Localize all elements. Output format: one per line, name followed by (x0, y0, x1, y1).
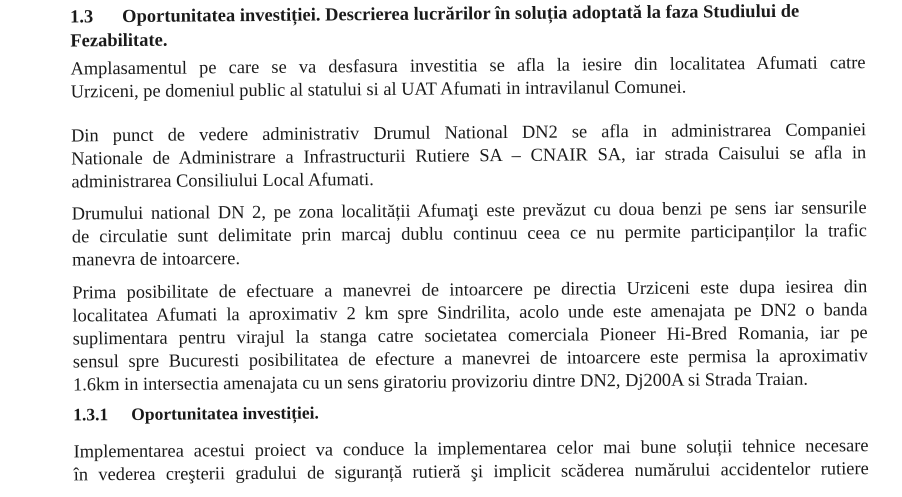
paragraph-location (70, 51, 865, 103)
section-title-line-2: Fezabilitate. (70, 30, 168, 52)
paragraph-opportunity (73, 434, 868, 486)
paragraph-line: administrarea Consiliului Local Afumati. (71, 169, 374, 192)
paragraph-line: de circulatie sunt delimitate prin marcaj dublu continuu ceea ce nu permite participanților la trafic (71, 220, 867, 247)
paragraph-line: Urziceni, pe domeniul public al statului si al UAT Afumati in intravilanul Comunei. (70, 76, 687, 102)
section-number: 1.3 (70, 7, 94, 28)
paragraph-line: suplimentara pentru virajul la stanga catre societatea comerciala Pioneer Hi-Bred Romania, iar pe (72, 322, 868, 349)
section-title-line-1: Oportunitatea investiției. Descrierea lucrărilor în soluția adoptată la faza Studiului de (122, 1, 800, 28)
paragraph-line: Drumului national DN 2, pe zona localității Afumaţi este prevăzut cu doua benzi pe sens iar sensurile (71, 197, 867, 224)
subsection-heading (73, 402, 319, 426)
paragraph-line: manevra de intoarcere. (71, 248, 241, 270)
subsection-number: 1.3.1 (73, 404, 109, 425)
paragraph-line: Din punct de vedere administrativ Drumul National DN2 se afla in administrarea Companiei (70, 119, 867, 146)
subsection-title: Oportunitatea investiției. (131, 402, 319, 424)
paragraph-line: Amplasamentul pe care se va desfasura investitia se afla la iesire din localitatea Afumati catre (70, 52, 866, 79)
section-heading (70, 0, 870, 53)
paragraph-road-description (72, 196, 868, 271)
paragraph-line: 1.6km in intersectia amenajata cu un sens giratoriu provizoriu dintre DN2, Dj200A si Strada Traian. (72, 368, 809, 395)
paragraph-administration (71, 118, 867, 193)
paragraph-line: Implementarea acestui proiect va conduce la implementarea celor mai bune soluții tehnice necesare (73, 435, 869, 462)
paragraph-line: sensul spre Bucuresti posibilitatea de efecture a manevrei de intoarcere este permisa la aproximativ (72, 345, 868, 372)
paragraph-line: Nationale de Administrare a Infrastructurii Rutiere SA – CNAIR SA, iar strada Caisului se afla in (71, 142, 867, 169)
paragraph-line: în vederea creşterii gradului de siguranță rutieră şi implicit scăderea numărului accidentelor rutiere (73, 458, 869, 485)
paragraph-turning-options (72, 275, 868, 396)
paragraph-line: Prima posibilitate de efectuare a manevrei de intoarcere pe directia Urziceni este dupa iesirea din (72, 276, 868, 303)
paragraph-line: localitatea Afumati la aproximativ 2 km spre Sindrilita, acolo unde este amenajata pe DN2 o banda (72, 299, 868, 326)
